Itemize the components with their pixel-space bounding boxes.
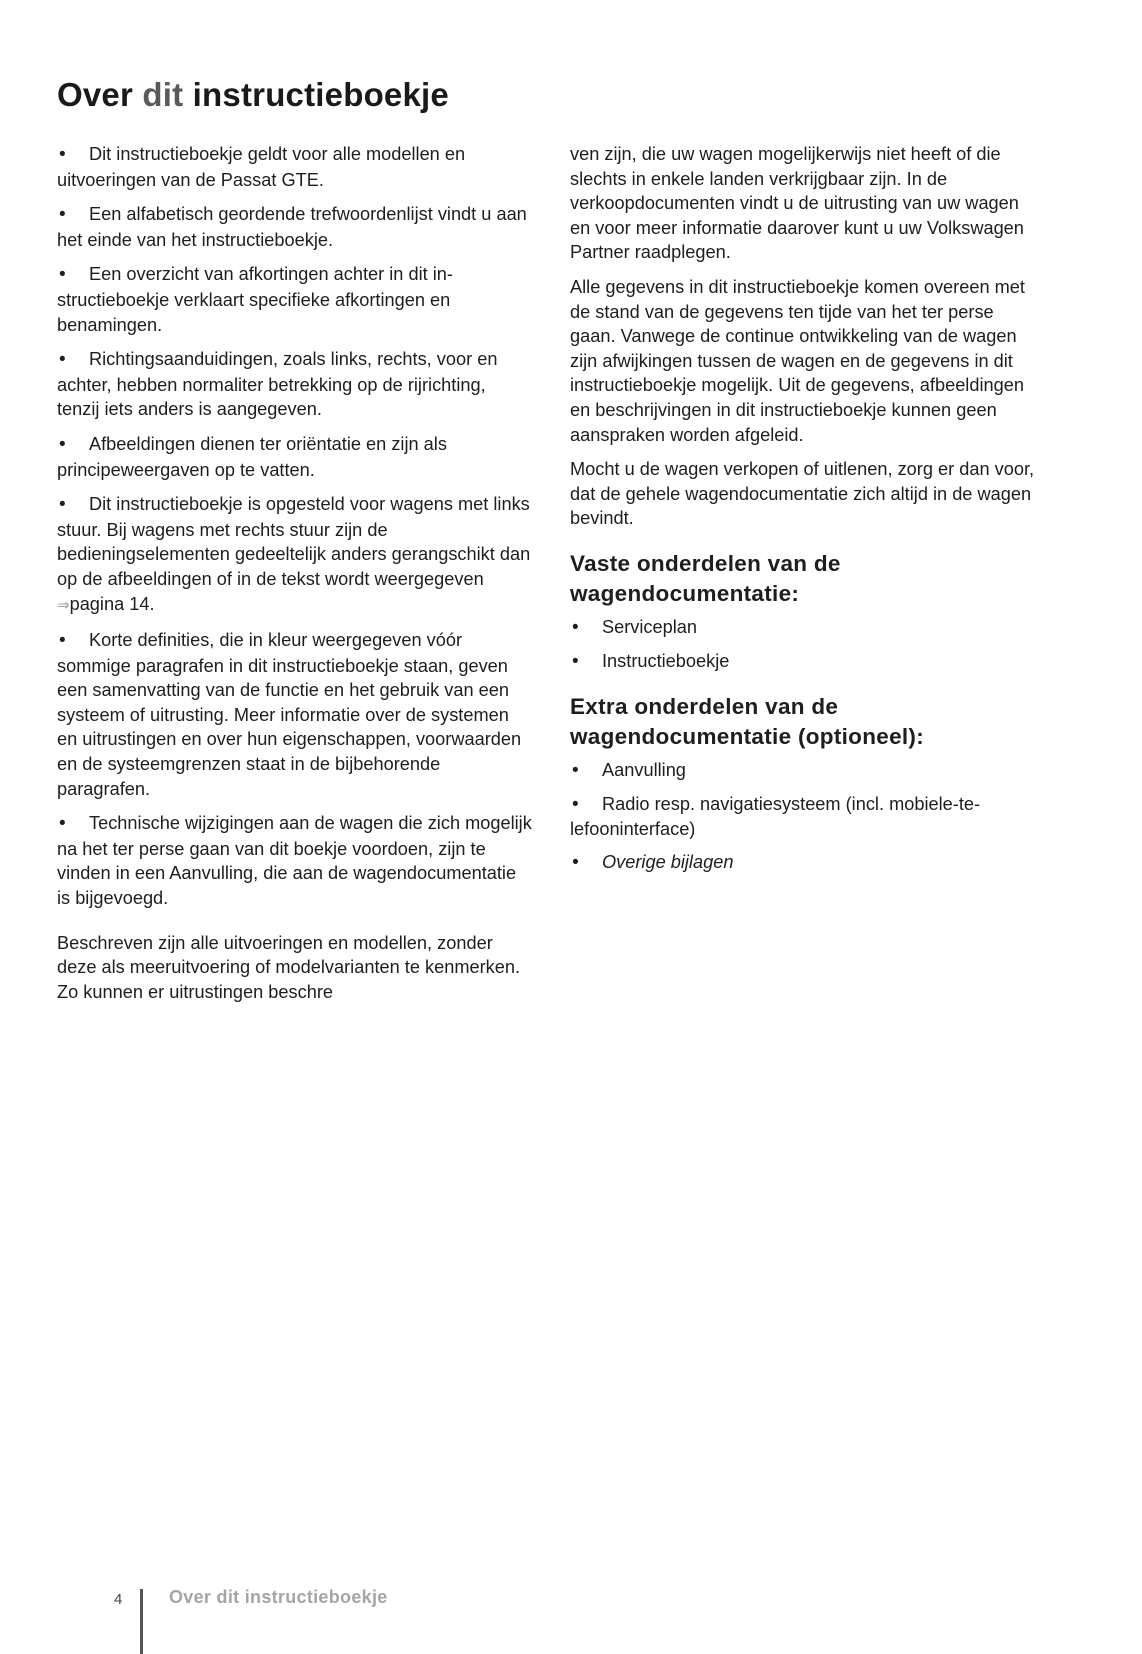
list-item: • Overige bijlagen [570, 850, 1040, 876]
bullet-abbreviations: • Een overzicht van afkortingen achter in dit instructieboekje verklaart specifieke afkortingen en benamingen. [57, 262, 532, 337]
list-item: • Aanvulling [570, 758, 1040, 784]
continuation-paragraph: ven zijn, die uw wagen mogelijkerwijs niet heeft of die slechts in enkele landen verkrijgbaar zijn. In de verkoopdocumenten vindt u de uitrusting van uw wagen en voor meer informatie daarover kunt u uw Volkswagen Partner raadplegen. [570, 144, 1024, 263]
extra-documentation-list [570, 758, 1040, 875]
data-paragraph: Alle gegevens in dit instructieboekje komen overeen met de stand van de gegevens ten tijde van het ter perse gaan. Vanwege de continue ontwikkeling van de wagen zijn afwijkingen tussen de wagen en de gegevens in dit instructieboekje mogelijk. Uit de gegevens, afbeeldingen en beschrijvingen in dit instructieboekje kunnen geen aanspraken worden afgeleid. [570, 276, 1025, 445]
page-reference-link[interactable]: pagina 14 [69, 593, 150, 614]
footer-section-title: Over dit instructieboekje [169, 1587, 388, 1607]
heading-fixed-documentation: Vaste onderdelen van de wagendocumentatie: [570, 550, 841, 606]
page-number: 4 [114, 1591, 123, 1608]
page-title-part2: instructieboekje [183, 76, 449, 113]
bullet-definitions: • Korte definities, die in kleur weergegeven vóór sommige paragrafen in dit instructieboekje staan, geven een samenvatting van de functie en het gebruik van een systeem of uitrusting. Meer informatie over de systemen en uitrustingen en over hun eigenschappen, voorwaarden en de systeemgrenzen staat in de bijbehorende paragrafen. [57, 628, 532, 801]
fixed-documentation-list [570, 615, 1040, 674]
bullet-images: • Afbeeldingen dienen ter oriëntatie en zijn als principeweergaven op te vatten. [57, 432, 532, 482]
page-title [57, 76, 449, 114]
steering-end: . [149, 593, 155, 614]
bullet-index: • Een alfabetisch geordende trefwoordenlijst vindt u aan het einde van het instructieboekje. [57, 202, 532, 252]
page-title-accent: dit [142, 76, 184, 113]
page-title-part1: Over [57, 76, 143, 113]
list-item: • Serviceplan [570, 615, 1040, 641]
footer-divider [140, 1589, 143, 1654]
right-column [570, 142, 1040, 883]
bullet-models: • Dit instructieboekje geldt voor alle modellen en uitvoeringen van de Passat GTE. [57, 142, 532, 192]
bullet-technical-changes: • Technische wijzigingen aan de wagen die zich mogelijk na het ter perse gaan van dit boekje voordoen, zijn te vinden in een Aanvulling, die aan de wagendocumentatie is bijgevoegd. [57, 811, 532, 910]
bullet-steering [57, 492, 532, 618]
left-column [57, 142, 532, 1014]
sell-paragraph: Mocht u de wagen verkopen of uitlenen, zorg er dan voor, dat de gehele wagendocumentatie zich altijd in de wagen bevindt. [570, 459, 1035, 529]
bullet-directions: • Richtingsaanduidingen, zoals links, rechts, voor en achter, hebben normaliter betrekking op de rijrichting, tenzij iets anders is aangegeven. [57, 347, 532, 422]
steering-text: Dit instructieboekje is opgesteld voor wagens met links stuur. Bij wagens met rechts stuur zijn de bedieningselementen gedeeltelijk anders gerangschikt dan op de afbeeldingen of in de tekst wordt weergegeven [57, 494, 531, 589]
arrow-icon: ⇒ [57, 596, 70, 614]
heading-extra-documentation: Extra onderdelen van de wagendocumentatie (optioneel): [570, 694, 925, 750]
list-item: • Radio resp. navigatiesysteem (incl. mobiele-telefooninterface) [570, 792, 1040, 842]
closing-paragraph: Beschreven zijn alle uitvoeringen en modellen, zonder deze als meeruitvoering of modelvarianten te kenmerken. Zo kunnen er uitrustingen beschre [57, 932, 521, 1002]
list-item: • Instructieboekje [570, 649, 1040, 675]
